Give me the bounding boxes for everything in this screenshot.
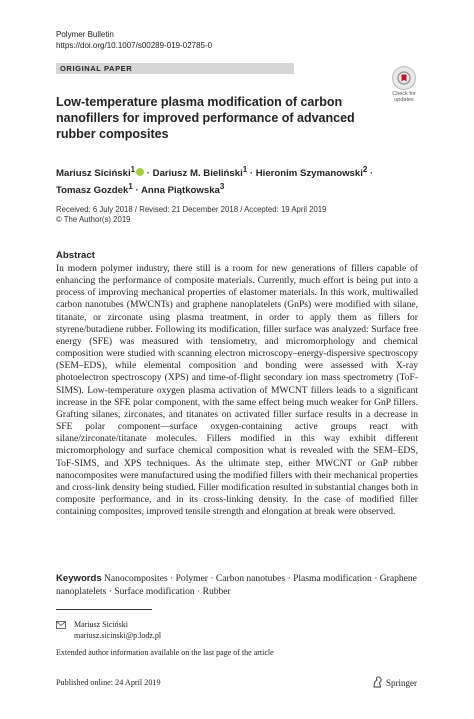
author-name[interactable]: · Anna Piątkowska: [132, 185, 220, 197]
keywords-label: Keywords: [56, 573, 102, 584]
bookmark-icon: [392, 66, 416, 90]
abstract-text: In modern polymer industry, there still is a room for new generations of fillers capable of enhancing the performance of composite materials. Currently, much effort is being put into a process of improving mechanical properties of elastomer materials. In this work, multiwalled carbon nanotubes (MWCNTs) and graphene nanoplatelets (GnPs) were modified with silane, titanate, or zirconate using plasma treatment, in order to apply them as fillers for styrene/butadiene rubber. Following its modification, filler surface was analyzed: Surface free energy (SFE) was measured with tensiometry, and micromorphology and chemical composition were studied with scanning electron microscopy–energy-dispersive spectroscopy (SEM–EDS), while elemental composition and bonding were assessed with X-ray photoelectron spectroscopy (XPS) and time-of-flight secondary ion mass spectrometry (ToF-SIMS). Low-temperature oxygen plasma activation of MWCNT fillers leads to a significant increase in the SFE polar component, with the same effect being much weaker for GnP fillers. Grafting silanes, zirconates, and titanates on activated filler surface results in a decrease in SFE polar component—surface oxygen-containing active groups react with silane/zirconate/titanate molecules. Fillers modified in this way exhibit different micromorphology and surface chemical composition what is revealed with the SEM–EDS, ToF-SIMS, and XPS techniques. As the ultimate step, either MWCNT or GnP rubber nanocomposites were manufactured using the modified fillers with their mechanical properties and cross-link density being studied. Filler modification resulted in substantial changes both in composite performance, and in its cross-linking density. In the case of modified filler containing composites, improved tensile strength and elongation at break were observed.: [56, 263, 418, 518]
paper-title: Low-temperature plasma modification of carbon nanofillers for improved performance of advanced rubber composites: [56, 95, 355, 141]
keywords: [56, 573, 418, 598]
history-dates: Received: 6 July 2018 / Revised: 21 December 2018 / Accepted: 19 April 2019: [56, 205, 327, 214]
correspondence: [56, 619, 161, 641]
journal-header: [56, 29, 212, 51]
author-name[interactable]: · Hieronim Szymanowski: [247, 168, 363, 180]
abstract-heading: Abstract: [56, 250, 95, 261]
keywords-text: Nanocomposites · Polymer · Carbon nanotubes · Plasma modification · Graphene nanoplatelets · Surface modification · Rubber: [56, 573, 417, 597]
affiliation-sup: 1: [128, 182, 133, 192]
author-separator: ·: [367, 168, 374, 180]
doi-link[interactable]: https://doi.org/10.1007/s00289-019-02785-0: [56, 41, 213, 50]
author-email[interactable]: mariusz.sicinski@p.lodz.pl: [74, 631, 162, 640]
affiliation-sup: 1: [130, 165, 136, 174]
corresponding-author: Mariusz Siciński: [74, 620, 128, 629]
springer-horse-icon: [372, 676, 383, 690]
published-date: Published online: 24 April 2019: [56, 678, 161, 687]
affiliation-sup: 2: [362, 165, 368, 174]
article-history: [56, 205, 326, 225]
publisher-logo: [372, 676, 417, 690]
publisher-name: Springer: [386, 678, 417, 688]
envelope-icon: [56, 621, 66, 632]
orcid-icon[interactable]: [136, 168, 144, 176]
author-name[interactable]: Tomasz Gozdek: [56, 185, 129, 197]
affiliation-sup: 1: [242, 165, 248, 174]
author-list: [56, 163, 416, 197]
badge-label: Check for updates: [392, 91, 416, 103]
affiliation-sup: 3: [219, 182, 225, 192]
author-name[interactable]: · Dariusz M. Bieliński: [144, 168, 243, 180]
section-label: ORIGINAL PAPER: [60, 64, 133, 73]
extended-author-info: Extended author information available on the last page of the article: [56, 648, 274, 657]
author-line-2: [56, 180, 416, 197]
author-name[interactable]: Mariusz Siciński: [56, 168, 131, 180]
journal-name: Polymer Bulletin: [56, 30, 114, 39]
author-line-1: [56, 163, 416, 180]
copyright: © The Author(s) 2019: [56, 215, 131, 224]
footnote-rule: [56, 609, 152, 610]
